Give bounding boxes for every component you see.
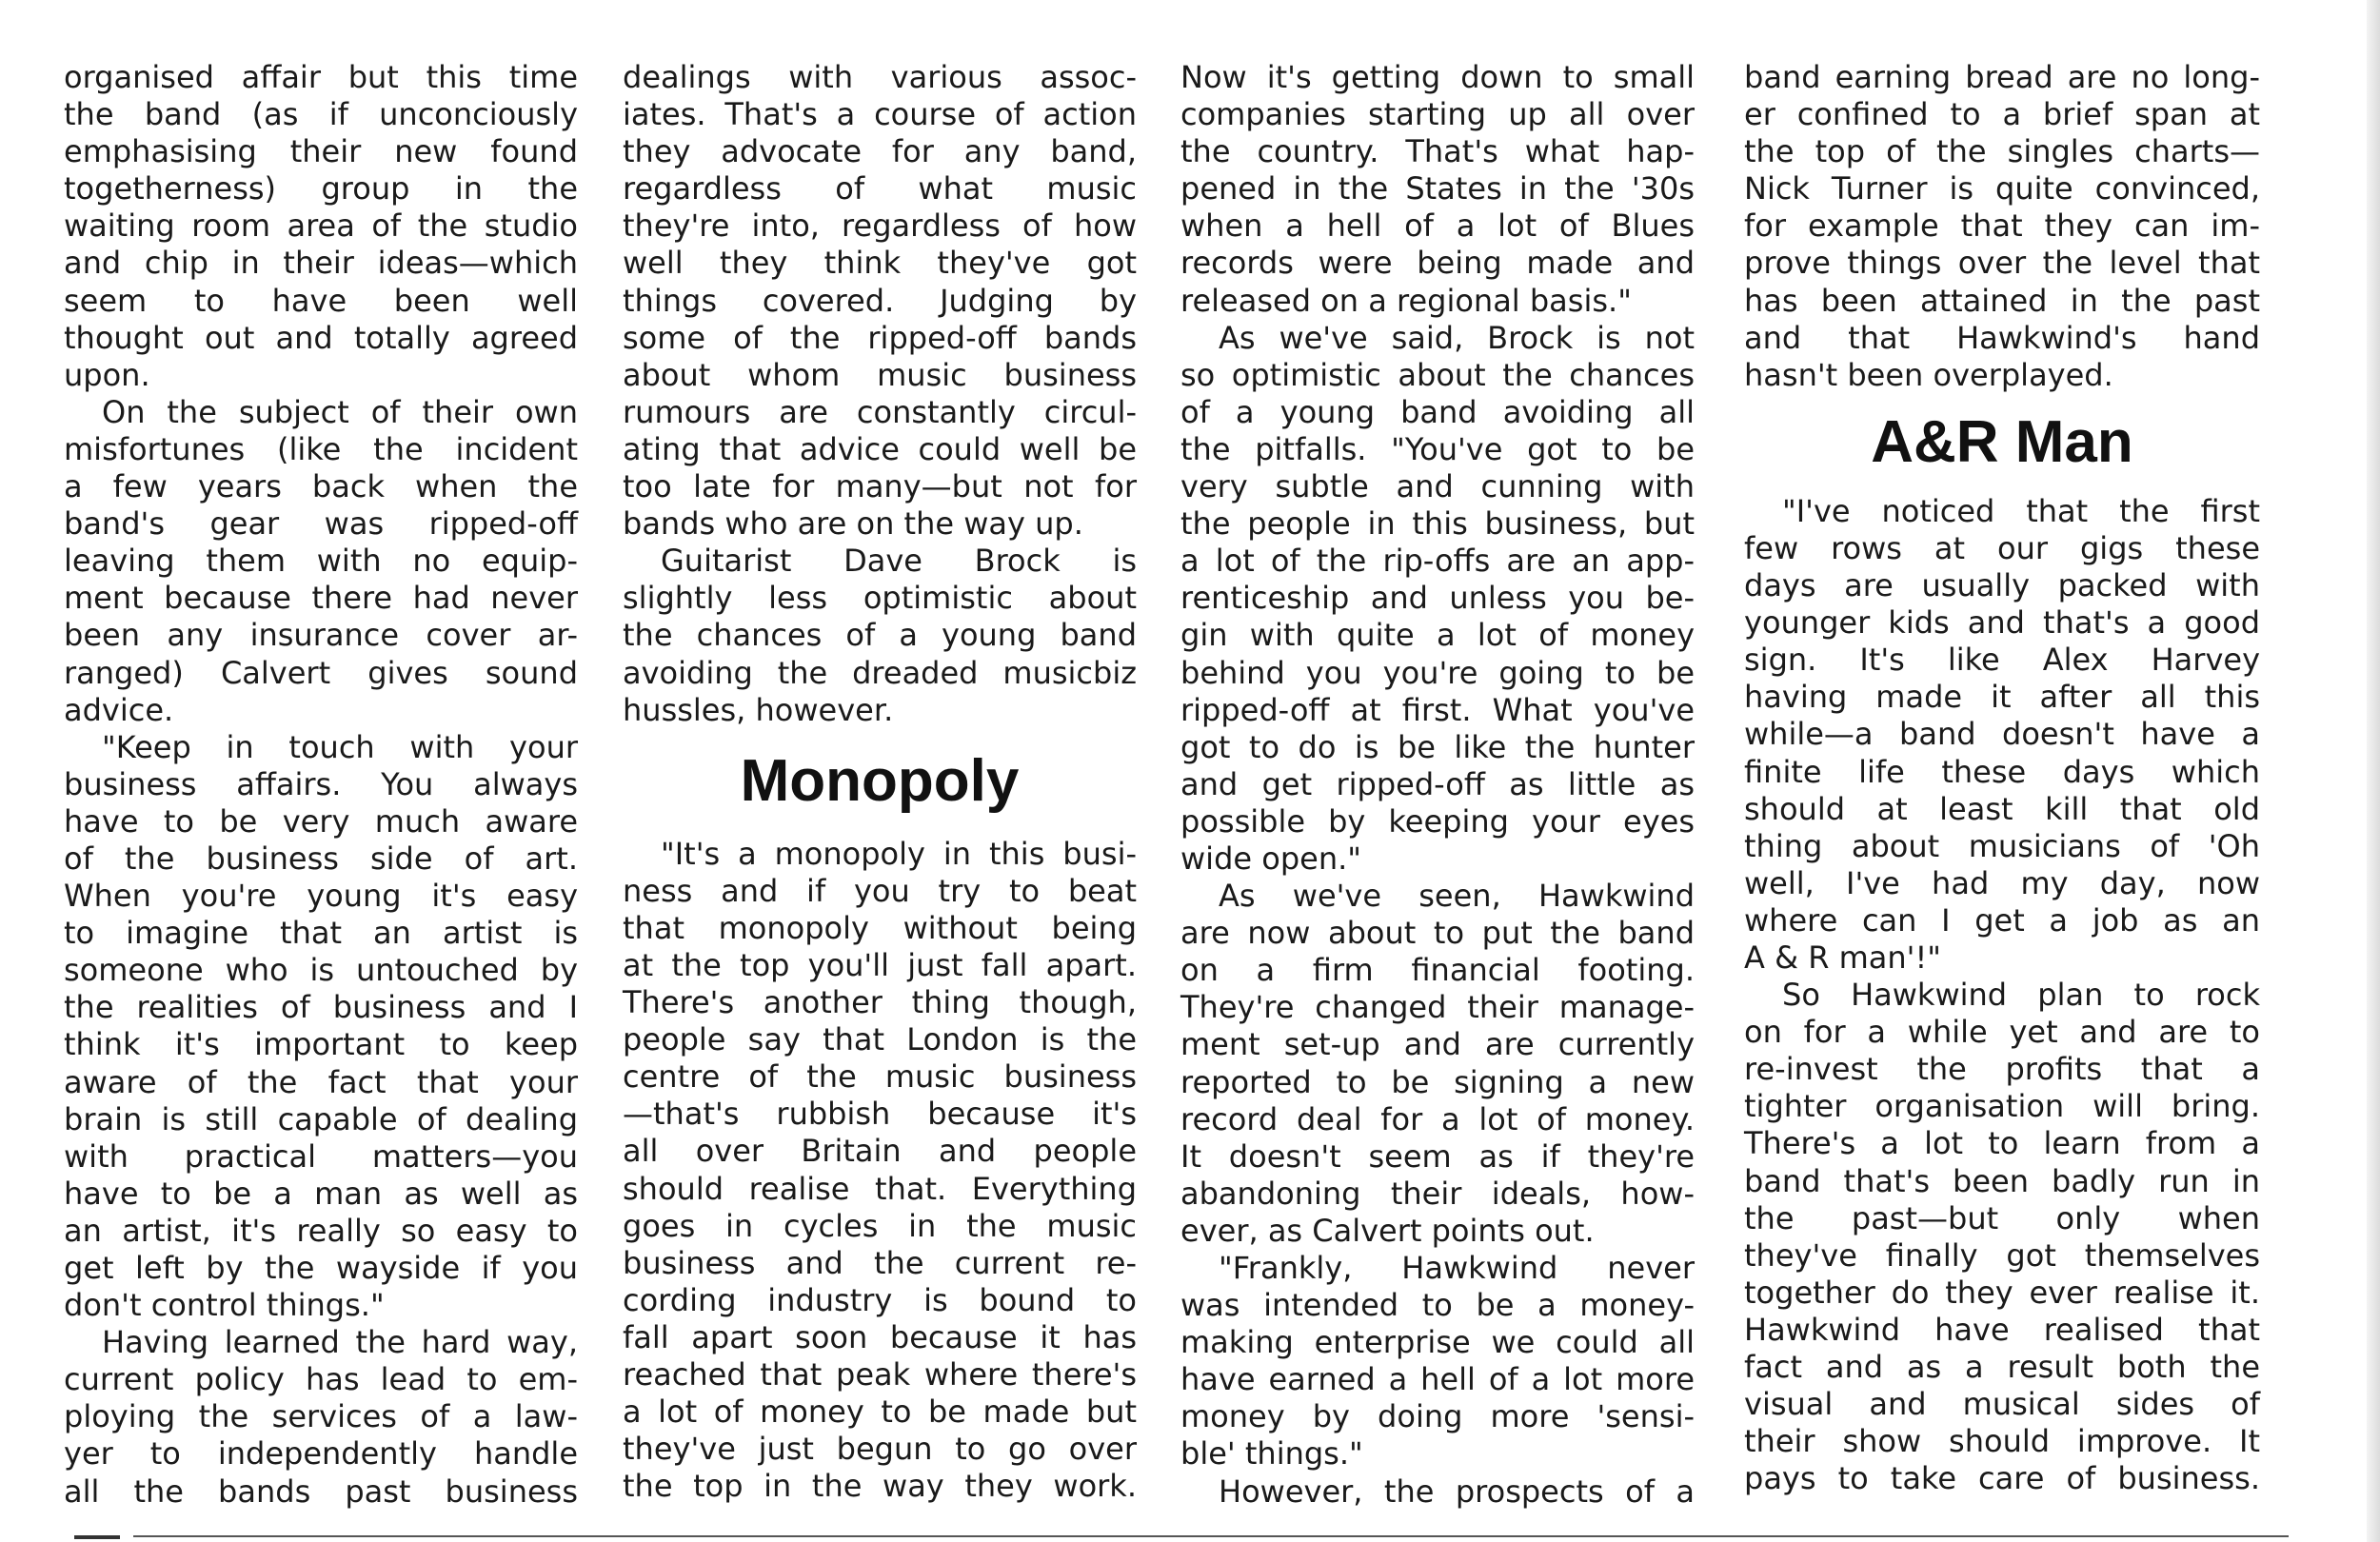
text-line: should at least kill that old — [1744, 790, 2260, 827]
text-line: "It's a monopoly in this busi- — [661, 835, 1137, 872]
text-line: all over Britain and people — [623, 1133, 1137, 1170]
text-line: togetherness) group in the — [64, 170, 578, 208]
text-line: released on a regional basis." — [1180, 282, 1632, 319]
section-heading: A&R Man — [1871, 408, 2133, 475]
text-line: to imagine that an artist is — [64, 915, 578, 952]
text-line: slightly less optimistic about — [623, 580, 1137, 617]
text-line: the chances of a young band — [623, 617, 1137, 654]
text-line: while—a band doesn't have a — [1744, 716, 2260, 753]
text-line: should realise that. Everything — [623, 1170, 1137, 1207]
text-line: having made it after all this — [1744, 679, 2260, 716]
page-edge — [2367, 0, 2380, 1542]
text-line: "I've noticed that the first — [1782, 492, 2260, 529]
text-line: an artist, it's really so easy to — [64, 1212, 578, 1249]
text-line: When you're young it's easy — [64, 878, 578, 915]
text-line: their show should improve. It — [1744, 1423, 2260, 1460]
text-line: "Frankly, Hawkwind never — [1219, 1250, 1695, 1286]
text-line: hasn't been overplayed. — [1744, 356, 2113, 393]
text-line: band that's been badly run in — [1744, 1162, 2260, 1199]
text-line: someone who is untouched by — [64, 952, 578, 989]
text-line: thing about musicians of 'Oh — [1744, 827, 2260, 864]
text-line: the band (as if unconciously — [64, 96, 578, 133]
text-line: a lot of money to be made but — [623, 1394, 1137, 1431]
text-line: ness and if you try to beat — [623, 872, 1137, 909]
text-line: been any insurance cover ar- — [64, 617, 578, 654]
text-line: record deal for a lot of money. — [1180, 1100, 1695, 1137]
text-line: business and the current re- — [623, 1244, 1137, 1281]
text-line: tighter organisation will bring. — [1744, 1088, 2260, 1125]
text-line: There's another thing though, — [623, 984, 1137, 1021]
text-line: records were being made and — [1180, 245, 1695, 282]
article-column-1 — [64, 59, 578, 1511]
text-line: all the bands past business — [64, 1473, 578, 1510]
text-line: Hawkwind have realised that — [1744, 1311, 2260, 1348]
text-line: that monopoly without being — [623, 909, 1137, 946]
text-line: too late for many—but not for — [623, 468, 1137, 505]
text-line: Having learned the hard way, — [102, 1324, 578, 1361]
text-line: band's gear was ripped-off — [64, 505, 578, 543]
text-line: and chip in their ideas—which — [64, 245, 578, 282]
text-line: finite life these days which — [1744, 753, 2260, 790]
footer-rule — [133, 1535, 2289, 1537]
text-line: on for a while yet and are to — [1744, 1014, 2260, 1051]
text-line: they advocate for any band, — [623, 133, 1137, 170]
text-line: They're changed their manage- — [1180, 989, 1695, 1026]
text-line: —that's rubbish because it's — [623, 1096, 1137, 1133]
text-line: have to be a man as well as — [64, 1175, 578, 1212]
text-line: a few years back when the — [64, 468, 578, 505]
text-line: On the subject of their own — [102, 393, 578, 430]
text-line: sign. It's like Alex Harvey — [1744, 642, 2260, 679]
text-line: get left by the wayside if you — [64, 1250, 578, 1286]
article-column-2 — [623, 59, 1137, 1505]
text-line: ment because there had never — [64, 580, 578, 617]
text-line: pays to take care of business. — [1744, 1460, 2260, 1497]
text-line: upon. — [64, 356, 150, 393]
text-line: regardless of what music — [623, 170, 1137, 208]
text-line: have to be very much aware — [64, 802, 578, 840]
text-line: Now it's getting down to small — [1180, 59, 1695, 95]
text-line: goes in cycles in the music — [623, 1207, 1137, 1244]
text-line: well, I've had my day, now — [1744, 864, 2260, 901]
text-line: of the business side of art. — [64, 840, 578, 877]
text-line: business affairs. You always — [64, 765, 578, 802]
text-line: don't control things." — [64, 1287, 385, 1324]
text-line: dealings with various assoc- — [623, 59, 1137, 95]
text-line: got to do is be like the hunter — [1180, 728, 1695, 765]
text-line: abandoning their ideals, how- — [1180, 1175, 1695, 1212]
text-line: the realities of business and I — [64, 989, 578, 1026]
text-line: wide open." — [1180, 840, 1361, 877]
text-line: current policy has lead to em- — [64, 1361, 578, 1398]
text-line: ranged) Calvert gives sound — [64, 654, 578, 691]
footer-rule-mark — [74, 1535, 120, 1539]
section-heading: Monopoly — [740, 747, 1020, 814]
text-line: with practical matters—you — [64, 1137, 578, 1175]
text-line: fall apart soon because it has — [623, 1318, 1137, 1355]
text-line: of a young band avoiding all — [1180, 393, 1695, 430]
text-line: have earned a hell of a lot more — [1180, 1361, 1695, 1398]
text-line: the pitfalls. "You've got to be — [1180, 430, 1695, 467]
text-line: yer to independently handle — [64, 1435, 578, 1473]
text-line: making enterprise we could all — [1180, 1324, 1695, 1361]
text-line: ever, as Calvert points out. — [1180, 1212, 1595, 1249]
text-line: misfortunes (like the incident — [64, 430, 578, 467]
text-line: possible by keeping your eyes — [1180, 802, 1695, 840]
text-line: they're into, regardless of how — [623, 208, 1137, 245]
text-line: and get ripped-off as little as — [1180, 765, 1695, 802]
text-line: seem to have been well — [64, 282, 578, 319]
text-line: hussles, however. — [623, 691, 894, 728]
text-line: are now about to put the band — [1180, 915, 1695, 952]
text-line: As we've seen, Hawkwind — [1219, 878, 1695, 915]
text-line: on a firm financial footing. — [1180, 952, 1695, 989]
article-column-4 — [1744, 59, 2260, 1497]
text-line: There's a lot to learn from a — [1744, 1125, 2260, 1162]
text-line: Nick Turner is quite convinced, — [1744, 170, 2260, 208]
text-line: they've just begun to go over — [623, 1431, 1137, 1468]
text-line: when a hell of a lot of Blues — [1180, 208, 1695, 245]
text-line: fact and as a result both the — [1744, 1349, 2260, 1385]
text-line: reached that peak where there's — [623, 1356, 1137, 1393]
text-line: thought out and totally agreed — [64, 319, 578, 356]
text-line: for example that they can im- — [1744, 208, 2260, 245]
text-line: and that Hawkwind's hand — [1744, 319, 2260, 356]
text-line: iates. That's a course of action — [623, 96, 1137, 133]
text-line: the people in this business, but — [1180, 505, 1695, 543]
text-line: ating that advice could well be — [623, 430, 1137, 467]
text-line: visual and musical sides of — [1744, 1386, 2260, 1423]
text-line: ment set-up and are currently — [1180, 1026, 1695, 1063]
text-line: rumours are constantly circul- — [623, 393, 1137, 430]
text-line: few rows at our gigs these — [1744, 529, 2260, 566]
text-line: re-invest the profits that a — [1744, 1051, 2260, 1088]
text-line: brain is still capable of dealing — [64, 1100, 578, 1137]
text-line: advice. — [64, 691, 174, 728]
text-line: So Hawkwind plan to rock — [1782, 977, 2260, 1014]
text-line: pened in the States in the '30s — [1180, 170, 1695, 208]
text-line: centre of the music business — [623, 1058, 1137, 1096]
text-line: "Keep in touch with your — [102, 728, 578, 765]
text-line: However, the prospects of a — [1219, 1473, 1695, 1510]
text-line: was intended to be a money- — [1180, 1287, 1695, 1324]
text-line: leaving them with no equip- — [64, 543, 578, 580]
text-line: so optimistic about the chances — [1180, 356, 1695, 393]
text-line: people say that London is the — [623, 1021, 1137, 1058]
text-line: they've finally got themselves — [1744, 1236, 2260, 1274]
text-line: band earning bread are no long- — [1744, 59, 2260, 95]
text-line: where can I get a job as an — [1744, 901, 2260, 939]
text-line: cording industry is bound to — [623, 1281, 1137, 1318]
text-line: the top of the singles charts— — [1744, 133, 2260, 170]
text-line: bands who are on the way up. — [623, 505, 1083, 543]
text-line: days are usually packed with — [1744, 567, 2260, 604]
text-line: aware of the fact that your — [64, 1063, 578, 1100]
text-line: about whom music business — [623, 356, 1137, 393]
text-line: prove things over the level that — [1744, 245, 2260, 282]
text-line: younger kids and that's a good — [1744, 604, 2260, 642]
text-line: avoiding the dreaded musicbiz — [623, 654, 1137, 691]
text-line: well they think they've got — [623, 245, 1137, 282]
text-line: gin with quite a lot of money — [1180, 617, 1695, 654]
text-line: ble' things." — [1180, 1435, 1363, 1473]
text-line: It doesn't seem as if they're — [1180, 1137, 1695, 1175]
text-line: very subtle and cunning with — [1180, 468, 1695, 505]
text-line: a lot of the rip-offs are an app- — [1180, 543, 1695, 580]
text-line: companies starting up all over — [1180, 96, 1695, 133]
text-line: the country. That's what hap- — [1180, 133, 1695, 170]
text-line: think it's important to keep — [64, 1026, 578, 1063]
text-line: ploying the services of a law- — [64, 1398, 578, 1435]
text-line: emphasising their new found — [64, 133, 578, 170]
text-line: things covered. Judging by — [623, 282, 1137, 319]
text-line: ripped-off at first. What you've — [1180, 691, 1695, 728]
text-line: reported to be signing a new — [1180, 1063, 1695, 1100]
text-line: at the top you'll just fall apart. — [623, 946, 1137, 983]
text-line: organised affair but this time — [64, 59, 578, 95]
text-line: A & R man'!" — [1744, 939, 1941, 976]
text-line: waiting room area of the studio — [64, 208, 578, 245]
text-line: As we've said, Brock is not — [1219, 319, 1695, 356]
text-line: the top in the way they work. — [623, 1468, 1137, 1505]
text-line: some of the ripped-off bands — [623, 319, 1137, 356]
text-line: the past—but only when — [1744, 1199, 2260, 1236]
text-line: has been attained in the past — [1744, 282, 2260, 319]
text-line: together do they ever realise it. — [1744, 1274, 2260, 1311]
article-column-3 — [1180, 59, 1695, 1511]
text-line: Guitarist Dave Brock is — [661, 543, 1137, 580]
text-line: behind you you're going to be — [1180, 654, 1695, 691]
text-line: er confined to a brief span at — [1744, 96, 2260, 133]
text-line: money by doing more 'sensi- — [1180, 1398, 1695, 1435]
text-line: renticeship and unless you be- — [1180, 580, 1695, 617]
